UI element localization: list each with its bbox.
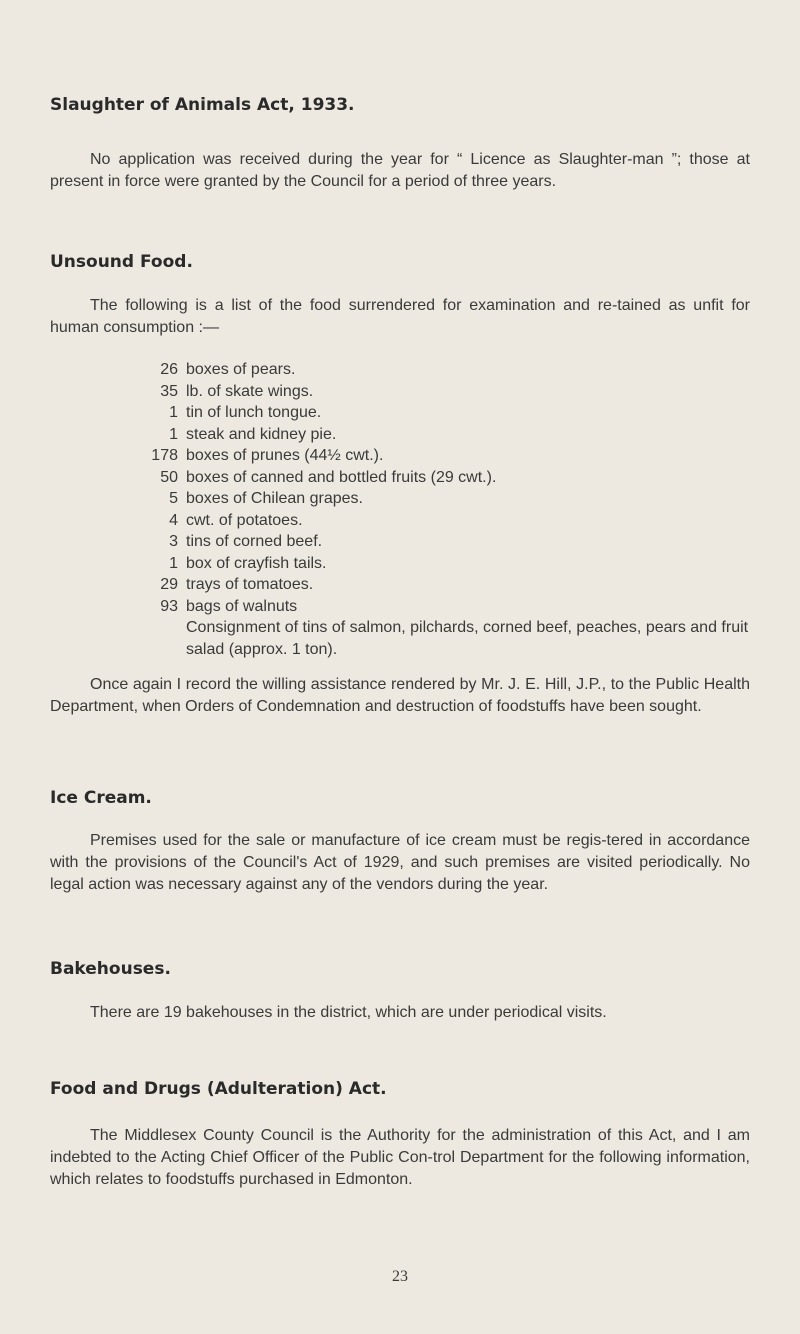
list-item	[140, 596, 760, 618]
list-item	[140, 531, 760, 553]
item-quantity: 5	[169, 490, 178, 507]
heading-slaughter-act: Slaughter of Animals Act, 1933.	[50, 95, 355, 115]
item-quantity: 26	[160, 361, 178, 378]
item-description: boxes of pears.	[186, 361, 296, 378]
unsound-food-list	[140, 359, 760, 661]
item-quantity: 50	[160, 468, 178, 486]
paragraph-unsound-food-intro: The following is a list of the food surrendered for examination and re-tained as unfit for human consumption :—	[50, 297, 750, 336]
item-quantity: 1	[169, 404, 178, 421]
list-item	[140, 359, 760, 381]
item-quantity: 29	[160, 576, 178, 593]
item-description: boxes of prunes (44½ cwt.).	[186, 447, 384, 464]
paragraph-food-and-drugs-act: The Middlesex County Council is the Authority for the administration of this Act, and I am indebted to the Acting Chief Officer of the Public Con-trol Department for the following information, which relates to foodstuffs purchased in Edmonton.	[50, 1127, 750, 1188]
item-quantity: 93	[160, 597, 178, 615]
page-number: 23	[392, 1268, 408, 1285]
heading-food-and-drugs-act: Food and Drugs (Adulteration) Act.	[50, 1079, 387, 1099]
item-quantity: 1	[169, 554, 178, 572]
item-quantity: 4	[169, 511, 178, 529]
item-description: lb. of skate wings.	[186, 382, 314, 400]
list-item	[140, 553, 760, 575]
list-item	[140, 510, 760, 532]
heading-unsound-food: Unsound Food.	[50, 252, 193, 272]
list-item	[140, 424, 760, 446]
item-description: box of crayfish tails.	[186, 554, 327, 572]
item-quantity: 3	[169, 533, 178, 550]
item-quantity: 178	[151, 447, 178, 464]
heading-ice-cream: Ice Cream.	[50, 788, 152, 808]
item-description: trays of tomatoes.	[186, 576, 314, 593]
item-description: boxes of canned and bottled fruits (29 cwt.).	[186, 468, 497, 486]
item-quantity: 35	[160, 382, 178, 400]
list-item	[140, 488, 760, 510]
item-description: boxes of Chilean grapes.	[186, 490, 363, 507]
list-item	[140, 381, 760, 403]
paragraph-condemnation-assistance: Once again I record the willing assistance rendered by Mr. J. E. Hill, J.P., to the Public Health Department, when Orders of Condemnation and destruction of foodstuffs have been sought.	[50, 676, 750, 715]
item-quantity: 1	[169, 425, 178, 443]
heading-bakehouses: Bakehouses.	[50, 959, 171, 979]
paragraph-slaughter-act: No application was received during the year for “ Licence as Slaughter-man ”; those at present in force were granted by the Council for a period of three years.	[50, 151, 750, 190]
item-description: cwt. of potatoes.	[186, 511, 303, 529]
item-description: steak and kidney pie.	[186, 425, 337, 443]
item-description: tins of corned beef.	[186, 533, 323, 550]
list-item	[140, 402, 760, 424]
item-description: tin of lunch tongue.	[186, 404, 322, 421]
paragraph-bakehouses: There are 19 bakehouses in the district, which are under periodical visits.	[90, 1004, 607, 1021]
list-item	[140, 574, 760, 596]
list-item	[140, 445, 760, 467]
list-item	[140, 467, 760, 489]
item-description: bags of walnuts	[186, 597, 298, 615]
consignment-note: Consignment of tins of salmon, pilchards, corned beef, peaches, pears and fruit salad (approx. 1 ton).	[186, 619, 749, 658]
paragraph-ice-cream: Premises used for the sale or manufacture of ice cream must be regis-tered in accordance with the provisions of the Council's Act of 1929, and such premises are visited periodically. No legal action was necessary against any of the vendors during the year.	[50, 832, 750, 893]
